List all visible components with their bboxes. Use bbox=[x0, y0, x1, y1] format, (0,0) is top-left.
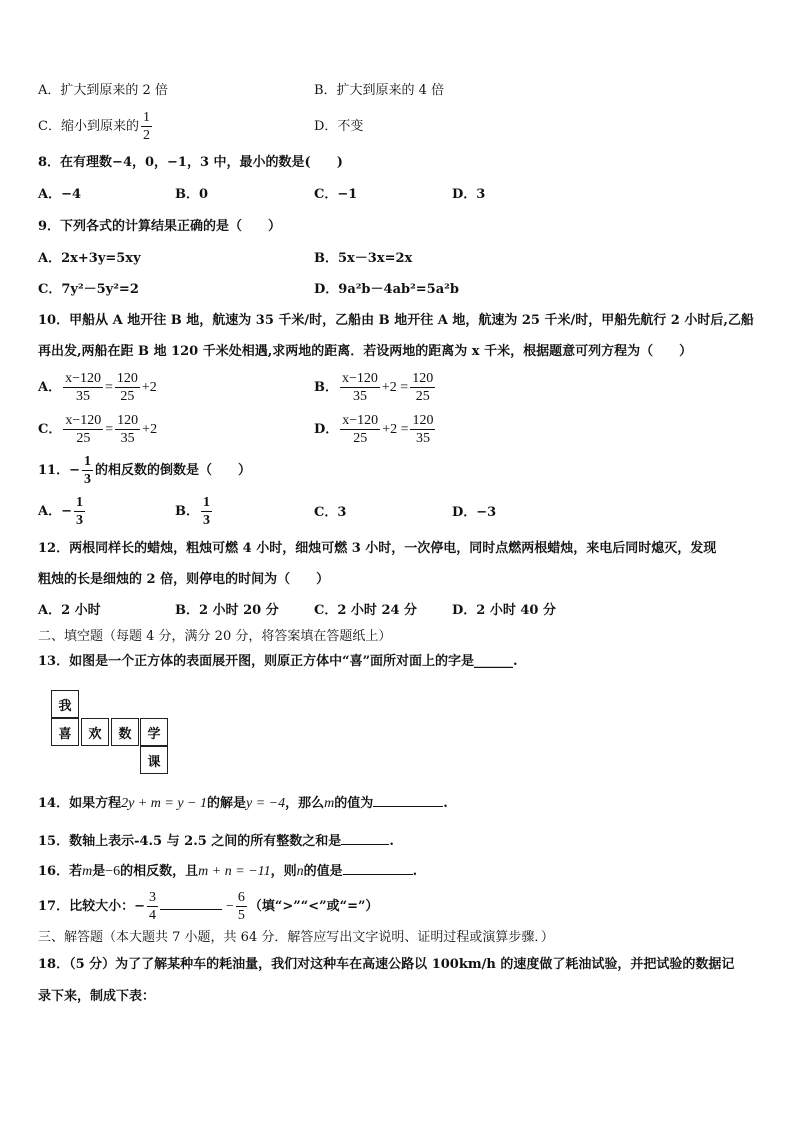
cube-net-cell: 欢 bbox=[81, 718, 109, 746]
q9-option-d: D．9a²b－4ab²=5a²b bbox=[314, 282, 459, 297]
q17-suffix: （填“>”“<”或“=”） bbox=[248, 899, 379, 914]
q13-stem: 13．如图是一个正方体的表面展开图，则原正方体中“喜”面所对面上的字是______. bbox=[38, 654, 518, 669]
q10-stem-line1: 10．甲船从 A 地开往 B 地，航速为 35 千米/时，乙船由 B 地开往 A 地，航速为 25 千米/时，甲船先航行 2 小时后,乙船 bbox=[38, 313, 754, 328]
equals-sign: = bbox=[105, 380, 113, 395]
option-label: A．− bbox=[38, 504, 72, 519]
fraction-denominator: 35 bbox=[76, 389, 91, 404]
q15-end: . bbox=[389, 834, 394, 849]
fraction-numerator: 1 bbox=[203, 495, 210, 510]
fraction bbox=[82, 453, 93, 488]
q9-stem: 9．下列各式的计算结果正确的是（ ） bbox=[38, 219, 282, 234]
plus-two-equals: +2 = bbox=[382, 422, 409, 437]
fraction-denominator: 25 bbox=[120, 389, 135, 404]
q11-prefix: 11．− bbox=[38, 463, 80, 478]
fraction-numerator: 6 bbox=[237, 890, 245, 905]
section-3-heading: 三、解答题（本大题共 7 小题，共 64 分．解答应写出文字说明、证明过程或演算步骤．） bbox=[38, 930, 554, 945]
q11-option-b bbox=[175, 494, 214, 529]
q12-stem-line2: 粗烛的长是细烛的 2 倍，则停电的时间为（ ） bbox=[38, 572, 330, 587]
fraction bbox=[63, 412, 103, 447]
solution: y = −4 bbox=[246, 796, 286, 811]
fraction-denominator: 35 bbox=[352, 389, 367, 404]
fraction bbox=[410, 370, 435, 405]
plus-two: +2 bbox=[142, 422, 158, 437]
cube-net-cell: 课 bbox=[140, 746, 168, 774]
q17-prefix: 17．比较大小：− bbox=[38, 899, 145, 914]
q10-option-c bbox=[38, 412, 157, 447]
minus-sign: − bbox=[225, 899, 234, 914]
fraction-denominator: 25 bbox=[415, 389, 430, 404]
fraction-denominator: 25 bbox=[353, 431, 368, 446]
answer-blank bbox=[160, 897, 222, 910]
fraction-numerator: x−120 bbox=[65, 371, 101, 386]
q8-stem: 8．在有理数−4，0，−1，3 中，最小的数是( ) bbox=[38, 155, 343, 170]
q14-prefix: 14．如果方程 bbox=[38, 796, 122, 811]
fraction-denominator: 35 bbox=[415, 431, 430, 446]
variable-m: m bbox=[82, 864, 93, 879]
fraction-denominator: 4 bbox=[148, 908, 156, 923]
fraction bbox=[410, 412, 435, 447]
fraction-denominator: 3 bbox=[75, 513, 83, 528]
number: −6 bbox=[105, 864, 121, 879]
q9-option-c: C．7y²－5y²=2 bbox=[38, 282, 139, 297]
option-label: B． bbox=[314, 380, 338, 395]
q11-stem bbox=[38, 453, 251, 488]
q16-text: 是 bbox=[92, 864, 106, 879]
q17-stem bbox=[38, 889, 378, 924]
q11-option-a bbox=[38, 494, 87, 529]
q7-option-d: D．不变 bbox=[314, 119, 364, 134]
q16-stem bbox=[38, 862, 417, 881]
equation: m + n = −11 bbox=[198, 864, 271, 879]
q12-option-b: B．2 小时 20 分 bbox=[175, 603, 279, 618]
variable-m: m bbox=[324, 796, 335, 811]
fraction-numerator: x−120 bbox=[342, 371, 378, 386]
equals-sign: = bbox=[105, 422, 114, 437]
q7-option-b: B．扩大到原来的 4 倍 bbox=[314, 83, 445, 98]
fraction-denominator: 35 bbox=[120, 431, 135, 446]
q11-option-d: D．−3 bbox=[452, 505, 497, 520]
q16-end: . bbox=[412, 864, 418, 879]
fraction-denominator: 25 bbox=[76, 431, 91, 446]
plus-two-equals: +2 = bbox=[381, 380, 409, 395]
q18-stem-line1: 18．（5 分）为了了解某种车的耗油量，我们对这种车在高速公路以 100km/h 的速度做了耗油试验，并把试验的数据记 bbox=[38, 957, 735, 972]
fraction-numerator: 120 bbox=[116, 371, 138, 386]
q12-stem-line1: 12．两根同样长的蜡烛，粗烛可燃 4 小时，细烛可燃 3 小时，一次停电，同时点燃两根蜡烛，来电后同时熄灭，发现 bbox=[38, 541, 717, 556]
q11-suffix: 的相反数的倒数是（ ） bbox=[94, 463, 251, 478]
fraction bbox=[340, 412, 380, 447]
fraction bbox=[340, 370, 380, 405]
q18-stem-line2: 录下来，制成下表： bbox=[38, 989, 156, 1004]
q10-option-d bbox=[314, 412, 437, 447]
fraction bbox=[63, 370, 103, 405]
q7-option-c-text: C．缩小到原来的 bbox=[38, 119, 139, 134]
plus-two: +2 bbox=[141, 380, 157, 395]
answer-blank bbox=[341, 832, 389, 845]
fraction-numerator: 1 bbox=[142, 110, 150, 125]
fraction-numerator: x−120 bbox=[342, 413, 379, 428]
q14-suffix: 的值为 bbox=[334, 796, 374, 811]
fraction bbox=[115, 370, 140, 405]
fraction-numerator: 1 bbox=[83, 454, 91, 469]
option-label: B． bbox=[175, 504, 199, 519]
cube-net-cell: 我 bbox=[51, 690, 79, 718]
fraction bbox=[115, 412, 140, 447]
fraction bbox=[201, 494, 212, 529]
q9-option-a: A．2x+3y=5xy bbox=[38, 251, 141, 266]
q14-mid: 的解是 bbox=[206, 796, 246, 811]
q16-text: ，则 bbox=[270, 864, 297, 879]
section-2-heading: 二、填空题（每题 4 分，满分 20 分，将答案填在答题纸上） bbox=[38, 629, 392, 644]
fraction-numerator: 3 bbox=[148, 890, 156, 905]
variable-n: n bbox=[296, 864, 304, 879]
q8-option-d: D．3 bbox=[452, 187, 486, 202]
q9-option-b: B．5x－3x=2x bbox=[314, 251, 413, 266]
fraction-denominator: 3 bbox=[203, 513, 210, 528]
fraction-numerator: 120 bbox=[412, 371, 434, 386]
fraction-numerator: 120 bbox=[412, 413, 434, 428]
fraction bbox=[236, 889, 247, 924]
q10-option-b bbox=[314, 370, 437, 405]
fraction bbox=[74, 494, 85, 529]
q15-text: 15．数轴上表示-4.5 与 2.5 之间的所有整数之和是 bbox=[38, 834, 342, 849]
q14-mid2: ，那么 bbox=[285, 796, 325, 811]
fraction-numerator: x−120 bbox=[65, 413, 102, 428]
answer-blank bbox=[343, 862, 413, 875]
fraction bbox=[141, 109, 152, 144]
answer-blank bbox=[373, 794, 443, 807]
q16-text: 的相反数，且 bbox=[120, 864, 199, 879]
fraction-denominator: 5 bbox=[237, 908, 245, 923]
option-label: D． bbox=[314, 422, 339, 437]
q7-option-c bbox=[38, 109, 154, 144]
fraction-denominator: 3 bbox=[83, 472, 91, 487]
option-label: C． bbox=[38, 422, 62, 437]
q16-prefix: 16．若 bbox=[38, 864, 83, 879]
q14-end: . bbox=[443, 796, 448, 811]
cube-net-cell: 学 bbox=[140, 718, 168, 746]
q7-option-a: A．扩大到原来的 2 倍 bbox=[38, 83, 168, 98]
fraction bbox=[147, 889, 158, 924]
q8-option-c: C．−1 bbox=[314, 187, 358, 202]
q11-option-c: C．3 bbox=[314, 505, 347, 520]
q8-option-a: A．−4 bbox=[38, 187, 82, 202]
q14-stem bbox=[38, 794, 448, 813]
cube-net-cell: 喜 bbox=[51, 718, 79, 746]
q8-option-b: B．0 bbox=[175, 187, 209, 202]
q15-stem bbox=[38, 832, 394, 851]
option-label: A． bbox=[38, 380, 62, 395]
fraction-numerator: 120 bbox=[117, 413, 139, 428]
q10-option-a bbox=[38, 370, 157, 405]
cube-net-cell: 数 bbox=[111, 718, 139, 746]
fraction-denominator: 2 bbox=[142, 128, 150, 143]
equation: 2y + m = y − 1 bbox=[121, 796, 207, 811]
q16-text: 的值是 bbox=[303, 864, 343, 879]
fraction-numerator: 1 bbox=[75, 495, 83, 510]
q12-option-a: A．2 小时 bbox=[38, 603, 101, 618]
q12-option-c: C．2 小时 24 分 bbox=[314, 603, 418, 618]
q12-option-d: D．2 小时 40 分 bbox=[452, 603, 556, 618]
q10-stem-line2: 再出发,两船在距 B 地 120 千米处相遇,求两地的距离．若设两地的距离为 x 千米，根据题意可列方程为（ ） bbox=[38, 344, 693, 359]
